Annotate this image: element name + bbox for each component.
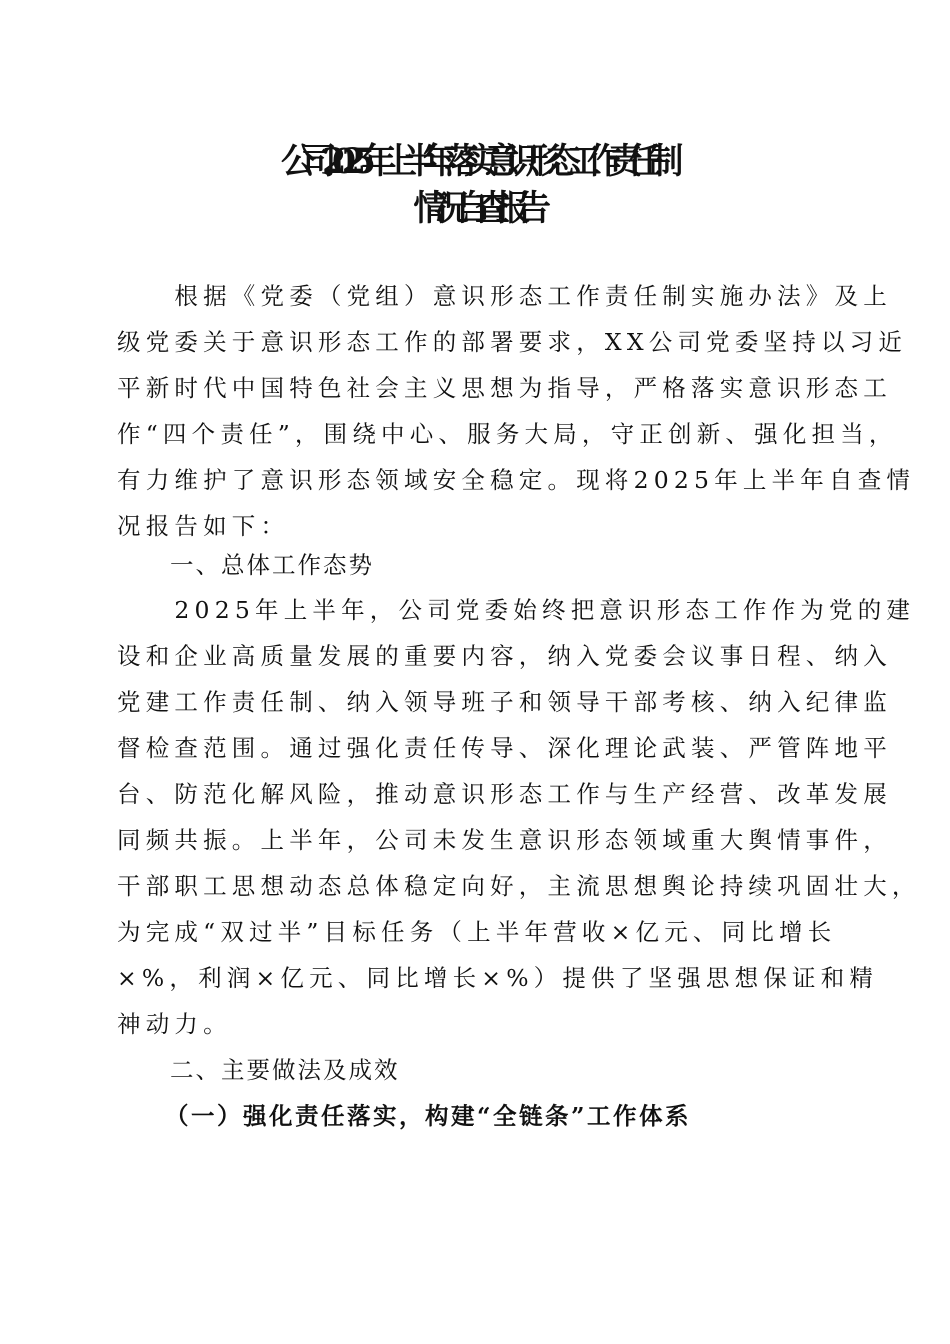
section-1-line: 2025年上半年，公司党委始终把意识形态工作作为党的建 [117, 596, 916, 624]
document-title-line-1: 公司2025年上半年落实意识形态工作责任制 [281, 141, 669, 182]
document-title-line-2: 情况自查报告 [413, 188, 537, 229]
section-1-line: 台、防范化解风险，推动意识形态工作与生产经营、改革发展 [117, 780, 892, 808]
section-1-line: 设和企业高质量发展的重要内容，纳入党委会议事日程、纳入 [117, 642, 892, 670]
section-2-heading: 二、主要做法及成效 [170, 1056, 400, 1084]
intro-line: 况报告如下： [117, 512, 290, 540]
intro-line: 作“四个责任”，围绕中心、服务大局，守正创新、强化担当， [117, 420, 898, 448]
subsection-1-heading: （一）强化责任落实，构建“全链条”工作体系 [165, 1102, 692, 1130]
section-1-line: 为完成“双过半”目标任务（上半年营收×亿元、同比增长 [117, 918, 837, 946]
intro-line: 平新时代中国特色社会主义思想为指导，严格落实意识形态工 [117, 374, 892, 402]
section-1-line: 同频共振。上半年，公司未发生意识形态领域重大舆情事件， [117, 826, 892, 854]
intro-line: 根据《党委（党组）意识形态工作责任制实施办法》及上 [117, 282, 892, 310]
intro-line: 有力维护了意识形态领域安全稳定。现将2025年上半年自查情 [117, 466, 916, 494]
section-1-line: 督检查范围。通过强化责任传导、深化理论武装、严管阵地平 [117, 734, 892, 762]
section-1-line: ×%，利润×亿元、同比增长×%）提供了坚强思想保证和精 [117, 964, 879, 992]
section-1-line: 干部职工思想动态总体稳定向好，主流思想舆论持续巩固壮大， [117, 872, 921, 900]
section-1-line: 党建工作责任制、纳入领导班子和领导干部考核、纳入纪律监 [117, 688, 892, 716]
section-1-line: 神动力。 [117, 1010, 232, 1038]
intro-line: 级党委关于意识形态工作的部署要求，XX公司党委坚持以习近 [117, 328, 908, 356]
section-1-heading: 一、总体工作态势 [170, 551, 374, 579]
